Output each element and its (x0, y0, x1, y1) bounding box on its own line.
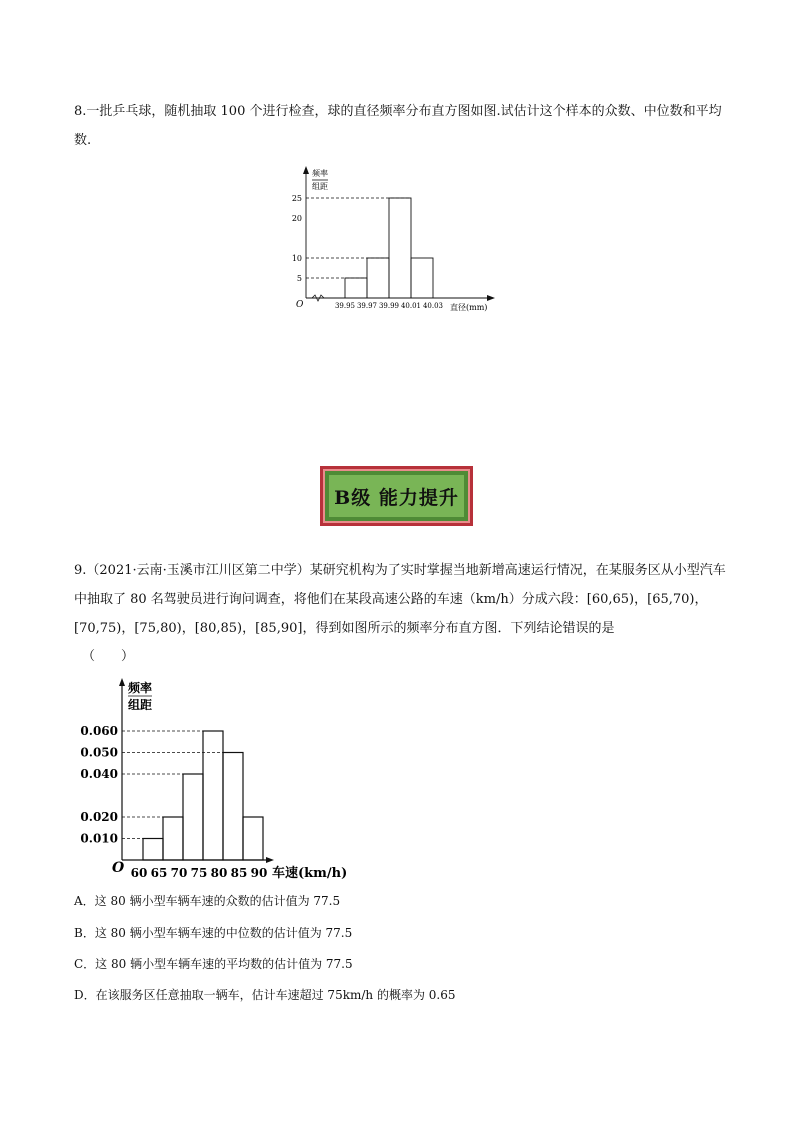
y-axis-arrow (303, 166, 309, 174)
x-tick-label-1: 39.97 (356, 302, 378, 310)
histogram-bar-0 (143, 839, 163, 861)
question-9-stem: 9.（2021·云南·玉溪市江川区第二中学）某研究机构为了实时掌握当地新增高速运行情况，在某服务区从小型汽车中抽取了 80 名驾驶员进行询问调查，将他们在某段高速公路的车速（km/h）分成六段：[60,65)，[65,70)，[70,75)，[75,80)，[80,85)，[85,90]，得到如图所示的频率分布直方图．下列结论错误的是 (74, 563, 726, 636)
x-tick-label-5: 85 (230, 866, 248, 880)
x-tick-label-2: 70 (170, 866, 188, 880)
x-tick-label-0: 60 (130, 866, 148, 880)
y-axis-title-top: 频率 (312, 169, 328, 178)
answer-bracket: （ ） (82, 649, 135, 664)
y-tick-label-0: 0.010 (80, 831, 118, 846)
y-tick-label-1: 10 (291, 253, 302, 263)
y-tick-label-1: 0.020 (80, 810, 118, 825)
level-b-banner (320, 466, 473, 526)
x-tick-label-3: 75 (190, 866, 208, 880)
x-axis-arrow (487, 295, 495, 301)
x-tick-label-3: 40.01 (400, 302, 422, 310)
diameter-histogram (290, 160, 520, 320)
option-d: D．在该服务区任意抽取一辆车，估计车速超过 75km/h 的概率为 0.65 (74, 988, 456, 1002)
y-axis-title-top: 频率 (128, 681, 153, 695)
y-tick-label-0: 5 (296, 273, 302, 283)
y-tick-label-3: 25 (291, 193, 302, 203)
x-axis-arrow (266, 857, 274, 863)
histogram-bar-3 (203, 731, 223, 860)
y-axis-arrow (119, 678, 125, 686)
y-tick-label-2: 20 (291, 213, 302, 223)
histogram-bar-1 (163, 817, 183, 860)
histogram-bar-2 (389, 198, 411, 298)
question-8-text: 8.一批乒乓球，随机抽取 100 个进行检查，球的直径频率分布直方图如图.试估计这个样本的众数、中位数和平均数. (74, 104, 722, 148)
histogram-bar-4 (223, 753, 243, 861)
histogram-bar-2 (183, 774, 203, 860)
histogram-bar-1 (367, 258, 389, 298)
question-9-text (74, 556, 734, 643)
y-axis-title-bottom: 组距 (312, 182, 328, 191)
x-tick-label-4: 80 (210, 866, 228, 880)
x-tick-label-2: 39.99 (378, 302, 400, 310)
y-tick-label-3: 0.050 (80, 745, 118, 760)
speed-histogram (70, 674, 370, 884)
x-tick-label-6: 90 (250, 866, 268, 880)
y-axis-title-bottom: 组距 (128, 698, 153, 712)
origin-label: O (112, 860, 125, 876)
histogram-bar-5 (243, 817, 263, 860)
histogram-bar-3 (411, 258, 433, 298)
x-tick-label-1: 65 (150, 866, 168, 880)
x-tick-label-0: 39.95 (334, 302, 356, 310)
banner-label: B级 能力提升 (334, 486, 459, 509)
y-tick-label-4: 0.060 (80, 724, 118, 739)
origin-label: O (296, 300, 304, 310)
histogram-bar-0 (345, 278, 367, 298)
x-tick-label-4: 40.03 (422, 302, 444, 310)
option-a: A．这 80 辆小型车辆车速的众数的估计值为 77.5 (74, 894, 341, 908)
option-b: B．这 80 辆小型车辆车速的中位数的估计值为 77.5 (74, 926, 353, 940)
y-tick-label-2: 0.040 (80, 767, 118, 782)
x-axis-title: 直径(mm) (450, 303, 488, 312)
option-c: C．这 80 辆小型车辆车速的平均数的估计值为 77.5 (74, 957, 353, 971)
x-axis-title: 车速(km/h) (272, 866, 348, 881)
